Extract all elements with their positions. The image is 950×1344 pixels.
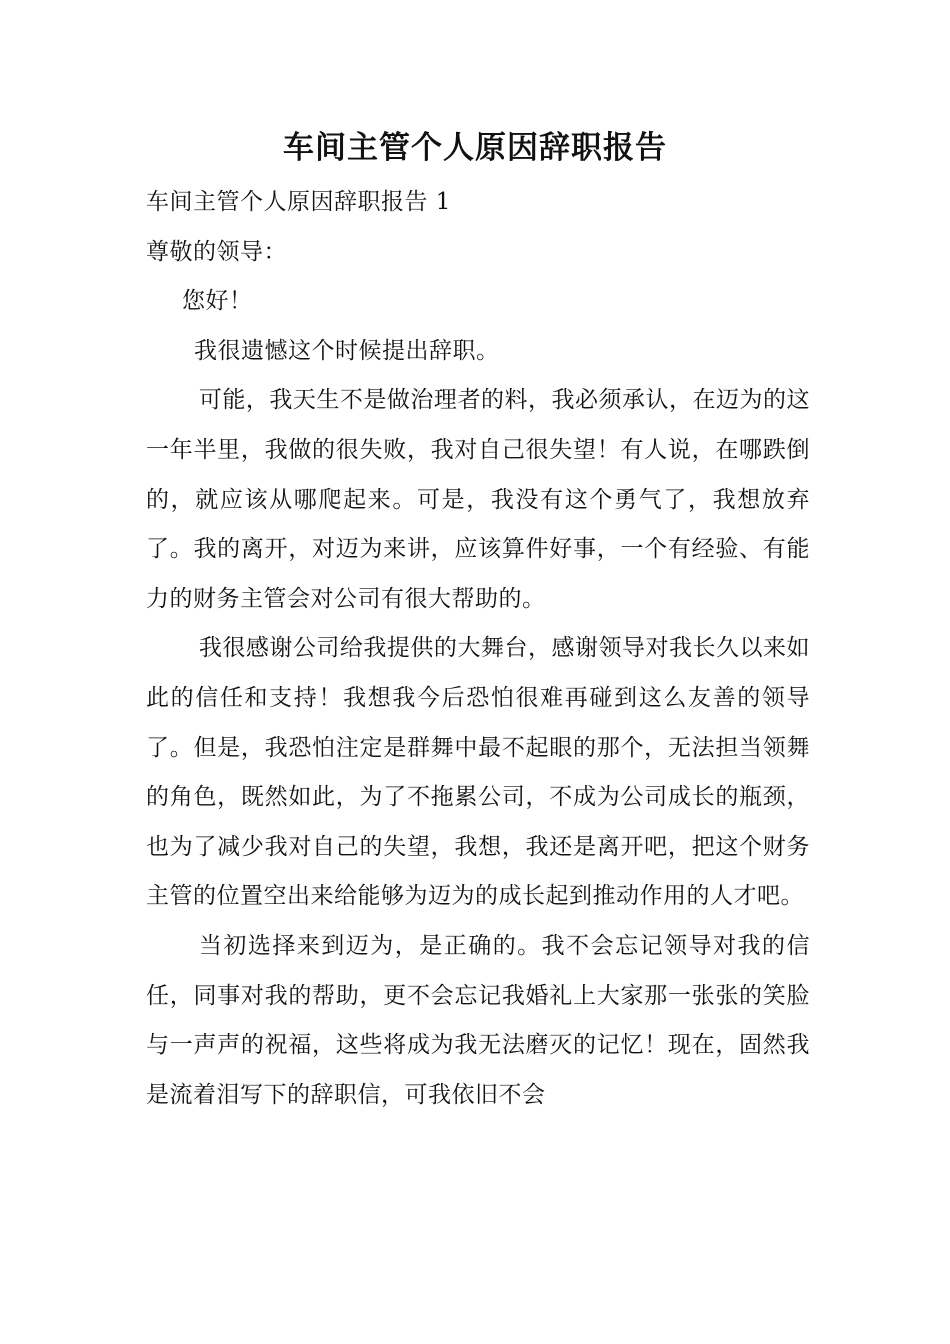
paragraph-3: 当初选择来到迈为，是正确的。我不会忘记领导对我的信任，同事对我的帮助，更不会忘记我婚礼上大家那一张张的笑脸与一声声的祝福，这些将成为我无法磨灭的记忆！现在，固然我是流着泪写下的辞职信，可我依旧不会 — [146, 932, 810, 1108]
salutation: 尊敬的领导： — [146, 238, 287, 265]
paragraph-1: 可能，我天生不是做治理者的料，我必须承认，在迈为的这一年半里，我做的很失败，我对自己很失望！有人说，在哪跌倒的，就应该从哪爬起来。可是，我没有这个勇气了，我想放弃了。我的离开，对迈为来讲，应该算件好事，一个有经验、有能力的财务主管会对公司有很大帮助的。 — [146, 387, 810, 612]
greeting: 您好！ — [182, 288, 253, 315]
document-body — [146, 178, 810, 1120]
document-subtitle: 车间主管个人原因辞职报告 1 — [146, 189, 451, 215]
paragraph-2: 我很感谢公司给我提供的大舞台，感谢领导对我长久以来如此的信任和支持！我想我今后恐怕很难再碰到这么友善的领导了。但是，我恐怕注定是群舞中最不起眼的那个，无法担当领舞的角色，既然如此，为了不拖累公司，不成为公司成长的瓶颈，也为了减少我对自己的失望，我想，我还是离开吧，把这个财务主管的位置空出来给能够为迈为的成长起到推动作用的人才吧。 — [146, 635, 810, 910]
document-title: 车间主管个人原因辞职报告 — [283, 130, 667, 166]
opening-line: 我很遗憾这个时候提出辞职。 — [194, 337, 500, 364]
